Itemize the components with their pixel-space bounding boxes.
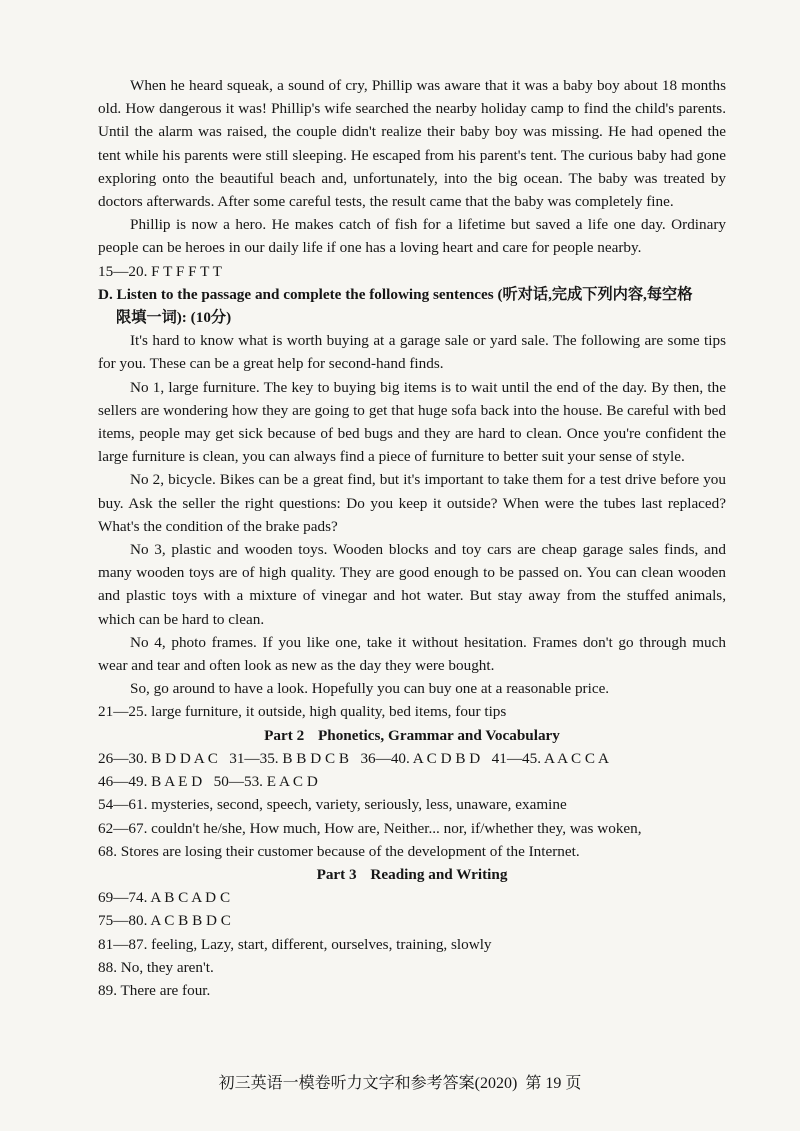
part2-title: Phonetics, Grammar and Vocabulary — [317, 726, 560, 744]
part2-answer-line-5: 68. Stores are losing their customer because of the development of the Internet. — [98, 842, 580, 860]
part3-label: Part 3 — [316, 865, 357, 883]
part2-heading — [98, 724, 726, 747]
part3-answer-line-2: 75—80. A C B B D C — [98, 912, 231, 930]
story-paragraph-2: Phillip is now a hero. He makes catch of fish for a lifetime but saved a life one day. Ordinary people can be heroes in our daily life if one has a loving heart and care for people nearby. — [98, 216, 726, 257]
part2-label: Part 2 — [264, 726, 305, 744]
answer-15-20: 15—20. F T F F T T — [98, 262, 222, 280]
page-footer: 初三英语一模卷听力文字和参考答案(2020) 第 19 页 — [218, 1075, 582, 1092]
section-d-title-line1: D. Listen to the passage and complete the following sentences (听对话,完成下列内容,每空格 — [98, 285, 693, 303]
part2-answer-line-4: 62—67. couldn't he/she, How much, How are, Neither... nor, if/whether they, was woken, — [98, 819, 642, 837]
passage-paragraph-intro: It's hard to know what is worth buying at a garage sale or yard sale. The following are some tips for you. These can be a great help for second-hand finds. — [98, 332, 726, 373]
section-d-heading — [98, 283, 726, 329]
answer-21-25: 21—25. large furniture, it outside, high quality, bed items, four tips — [98, 703, 507, 721]
part2-answer-line-2: 46—49. B A E D 50—53. E A C D — [98, 773, 318, 791]
section-d-title-line2: 限填一词): (10分) — [116, 309, 232, 327]
part3-answer-line-3: 81—87. feeling, Lazy, start, different, ourselves, training, slowly — [98, 935, 492, 953]
passage-paragraph-closing: So, go around to have a look. Hopefully you can buy one at a reasonable price. — [130, 680, 610, 698]
part3-answer-line-4: 88. No, they aren't. — [98, 958, 214, 976]
part2-answer-line-1: 26—30. B D D A C 31—35. B B D C B 36—40. A C D B D 41—45. A A C C A — [98, 749, 609, 767]
passage-paragraph-no3: No 3, plastic and wooden toys. Wooden blocks and toy cars are cheap garage sales finds, and many wooden toys are of high quality. They are good enough to be passed on. You can clean wooden and plastic toys with a mixture of vinegar and hot water. But stay away from the stuffed animals, which can be hard to clean. — [98, 541, 726, 628]
part3-answer-line-1: 69—74. A B C A D C — [98, 889, 231, 907]
part3-title: Reading and Writing — [370, 865, 508, 883]
passage-paragraph-no4: No 4, photo frames. If you like one, take it without hesitation. Frames don't go through much wear and tear and often look as new as the day they were bought. — [98, 633, 726, 675]
part3-answer-line-5: 89. There are four. — [98, 981, 211, 999]
passage-paragraph-no1: No 1, large furniture. The key to buying big items is to wait until the end of the day. By then, the sellers are wondering how they are going to get that huge sofa back into the house. Be careful with bed items, people may get sick because of bed bugs and they are hard to clean. Once you're confident the large furniture is clean, you can always find a piece of furniture to better suit your sense of style. — [98, 378, 726, 466]
part2-answer-line-3: 54—61. mysteries, second, speech, variety, seriously, less, unaware, examine — [98, 796, 567, 814]
passage-paragraph-no2: No 2, bicycle. Bikes can be a great find, but it's important to take them for a test drive before you buy. Ask the seller the right questions: Do you keep it outside? When were the tubes last replaced? What's the condition of the brake pads? — [98, 471, 726, 535]
part3-heading — [98, 863, 726, 886]
story-paragraph-1: When he heard squeak, a sound of cry, Phillip was aware that it was a baby boy about 18 months old. How dangerous it was! Phillip's wife searched the nearby holiday camp to find the child's parents. Until the alarm was raised, the couple didn't realize their baby boy was missing. He had opened the tent while his parents were still sleeping. He escaped from his parent's tent. The curious baby had gone exploring onto the beautiful beach and, unfortunately, into the big ocean. The baby was treated by doctors afterwards. After some careful tests, the result came that the baby was completely fine. — [98, 77, 726, 211]
